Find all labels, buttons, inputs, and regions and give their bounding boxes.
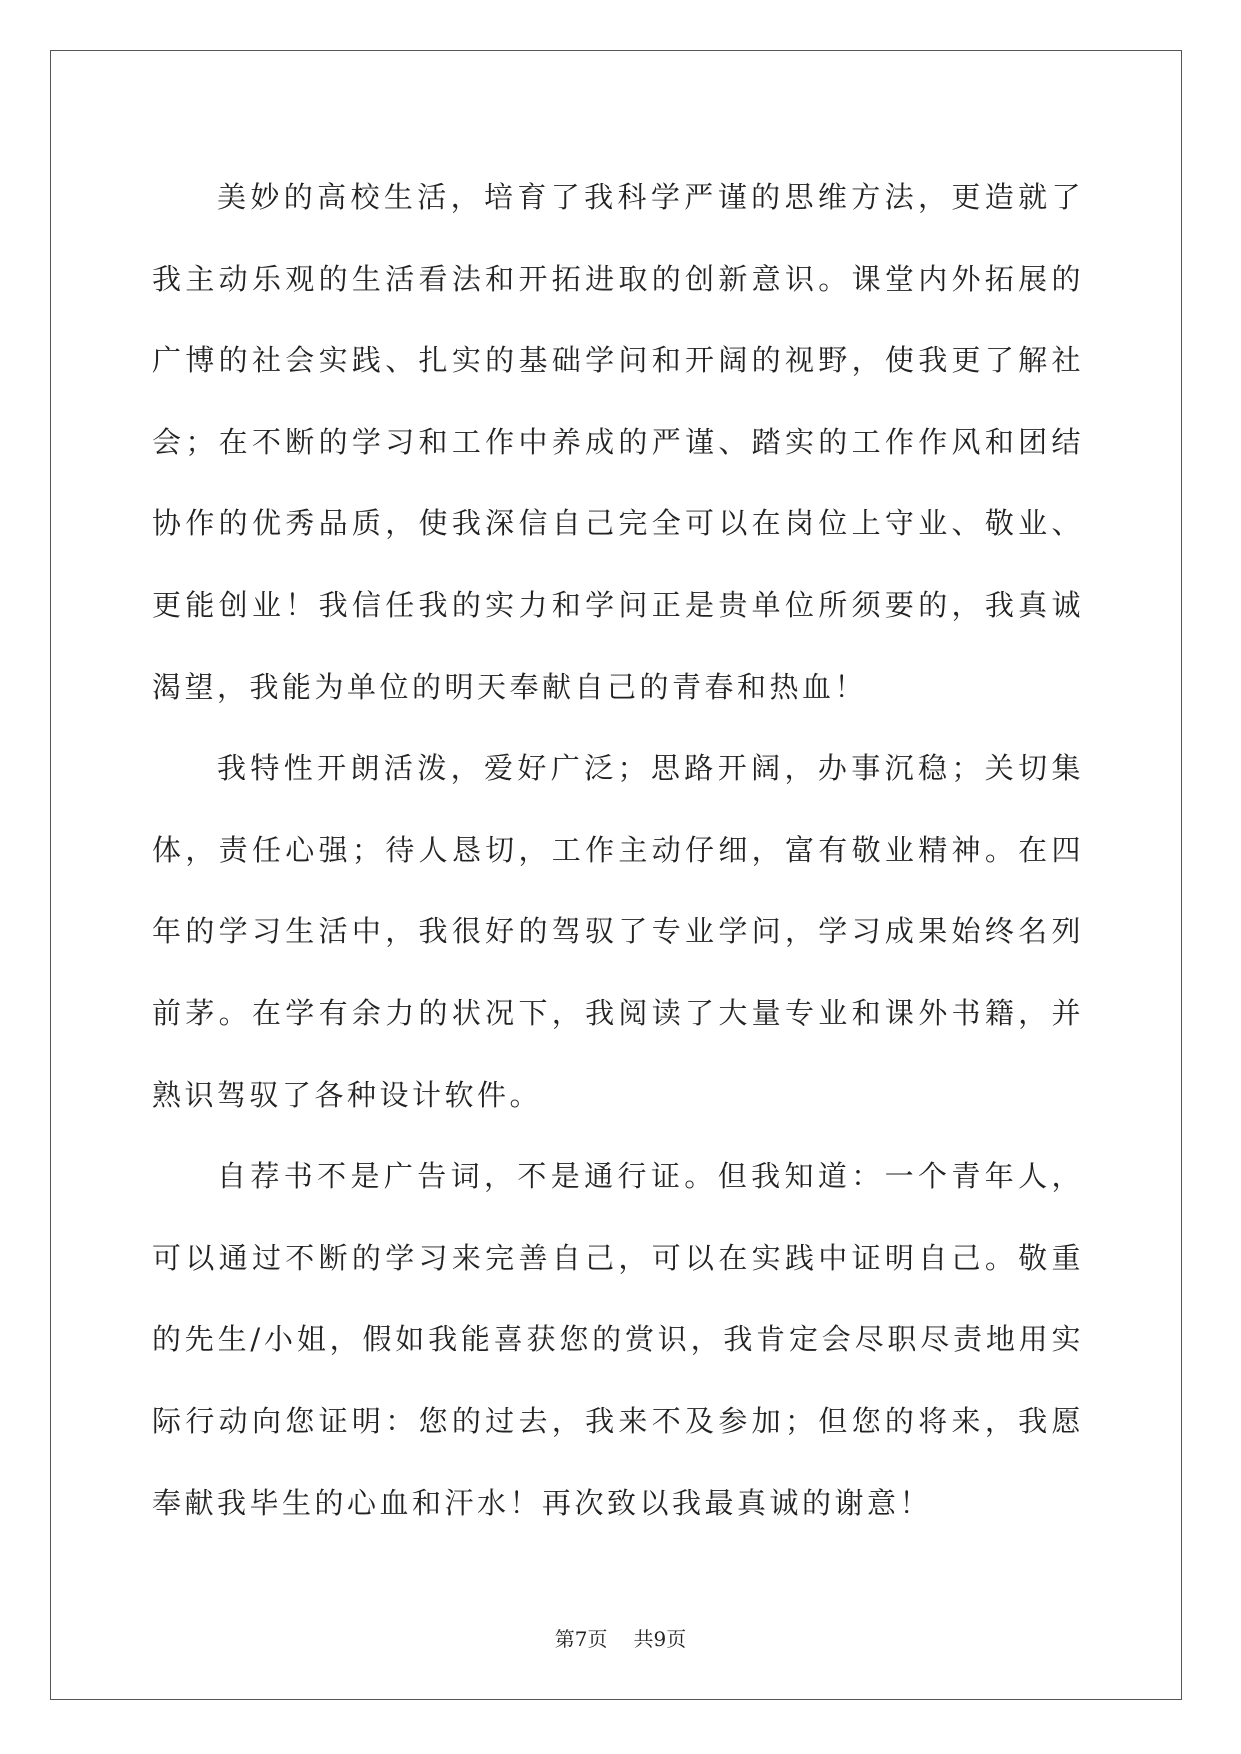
paragraph-3: 自荐书不是广告词，不是通行证。但我知道：一个青年人，可以通过不断的学习来完善自己，可以在实践中证明自己。敬重的先生/小姐，假如我能喜获您的赏识，我肯定会尽职尽责地用实际行动向您证明：您的过去，我来不及参加；但您的将来，我愿奉献我毕生的心血和汗水！再次致以我最真诚的谢意！	[152, 1159, 1084, 1520]
page-footer	[0, 1623, 1241, 1652]
document-body	[152, 157, 1084, 1544]
paragraph-1: 美妙的高校生活，培育了我科学严谨的思维方法，更造就了我主动乐观的生活看法和开拓进取的创新意识。课堂内外拓展的广博的社会实践、扎实的基础学问和开阔的视野，使我更了解社会；在不断的学习和工作中养成的严谨、踏实的工作作风和团结协作的优秀品质，使我深信自己完全可以在岗位上守业、敬业、更能创业！我信任我的实力和学问正是贵单位所须要的，我真诚渴望，我能为单位的明天奉献自己的青春和热血！	[152, 180, 1084, 704]
total-pages-label: 共9页	[633, 1627, 687, 1651]
paragraph-2: 我特性开朗活泼，爱好广泛；思路开阔，办事沉稳；关切集体，责任心强；待人恳切，工作主动仔细，富有敬业精神。在四年的学习生活中，我很好的驾驭了专业学问，学习成果始终名列前茅。在学有余力的状况下，我阅读了大量专业和课外书籍，并熟识驾驭了各种设计软件。	[152, 751, 1084, 1112]
current-page-label: 第7页	[554, 1627, 608, 1651]
